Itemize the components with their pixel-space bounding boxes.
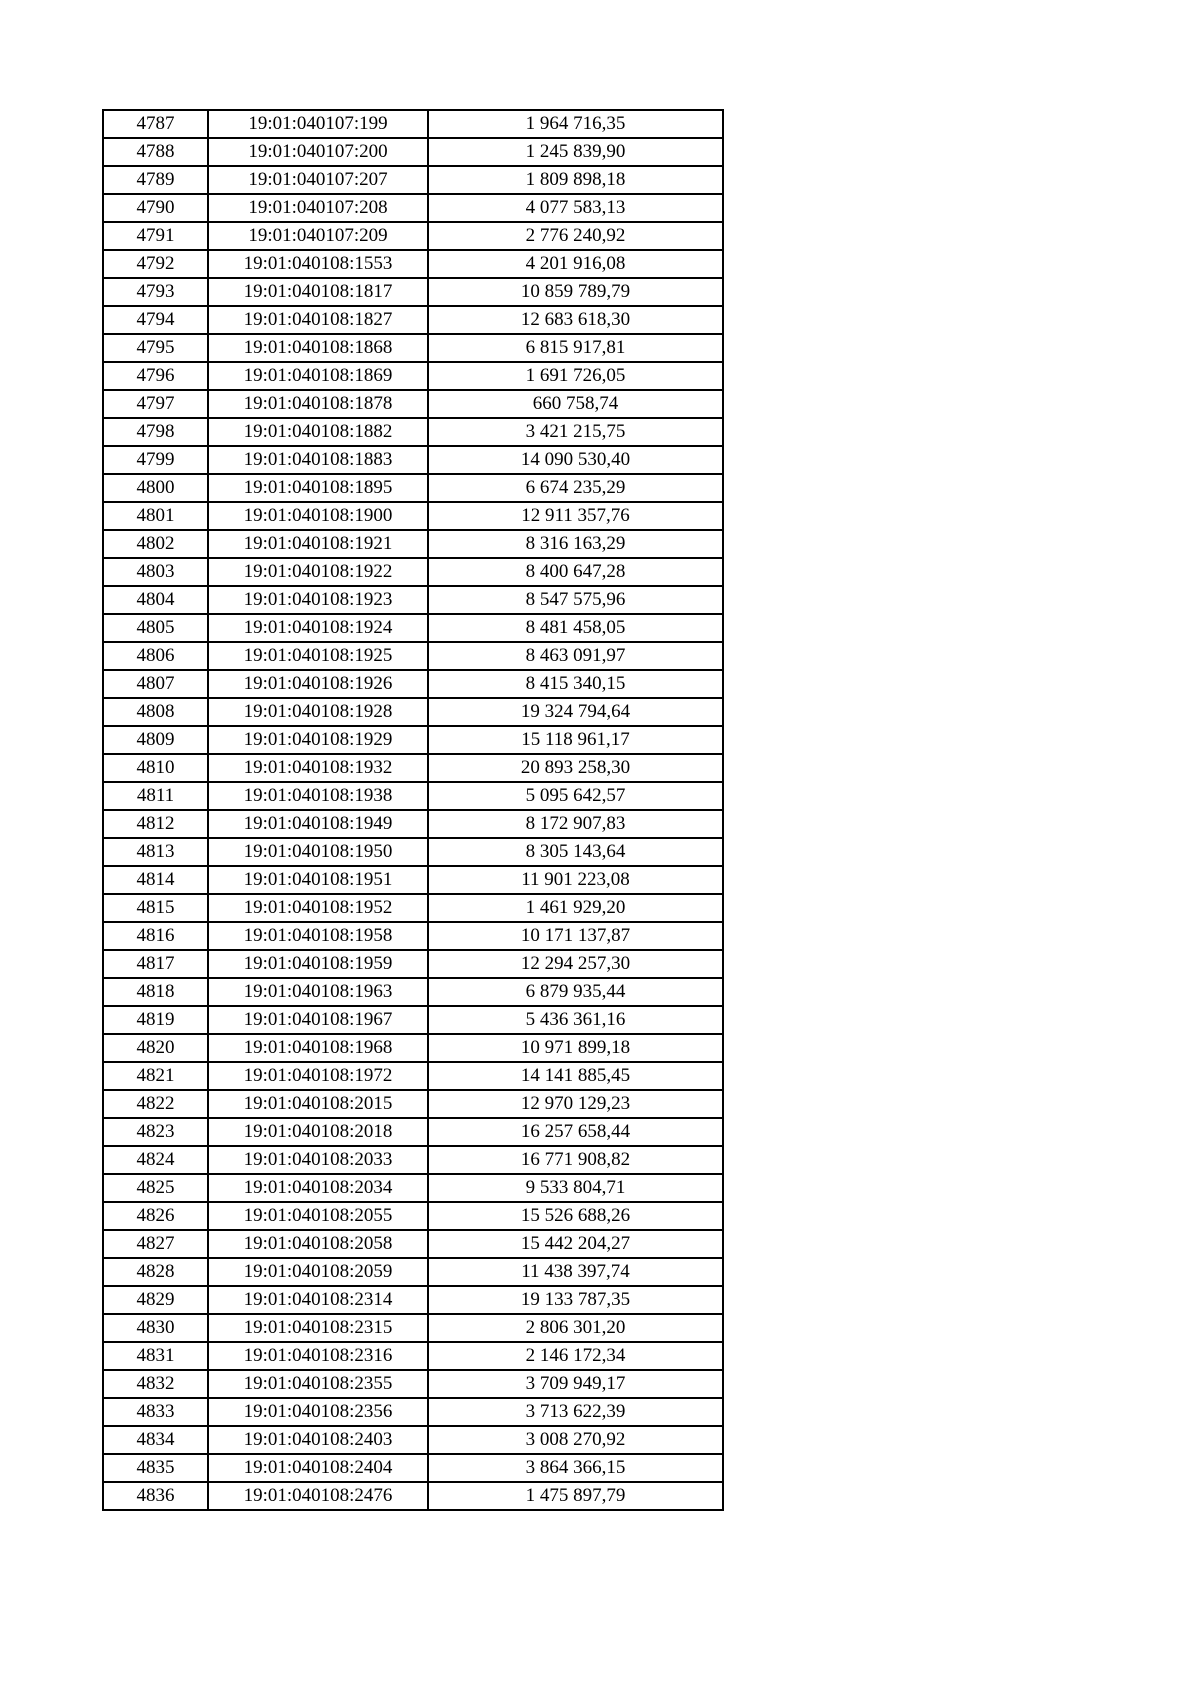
row-number-cell: 4827 <box>103 1230 208 1258</box>
cadastral-number-cell: 19:01:040108:1963 <box>208 978 428 1006</box>
table-row <box>103 1426 723 1454</box>
row-number-cell: 4822 <box>103 1090 208 1118</box>
cadastral-value-cell: 15 442 204,27 <box>428 1230 723 1258</box>
cadastral-number-cell: 19:01:040108:2033 <box>208 1146 428 1174</box>
row-number-cell: 4829 <box>103 1286 208 1314</box>
cadastral-number-cell: 19:01:040108:1882 <box>208 418 428 446</box>
row-number-cell: 4793 <box>103 278 208 306</box>
table-row <box>103 614 723 642</box>
table-row <box>103 1062 723 1090</box>
cadastral-number-cell: 19:01:040108:1932 <box>208 754 428 782</box>
table-row <box>103 558 723 586</box>
row-number-cell: 4831 <box>103 1342 208 1370</box>
table-row <box>103 278 723 306</box>
cadastral-value-cell: 3 864 366,15 <box>428 1454 723 1482</box>
cadastral-value-cell: 15 118 961,17 <box>428 726 723 754</box>
table-row <box>103 838 723 866</box>
row-number-cell: 4798 <box>103 418 208 446</box>
cadastral-value-cell: 16 257 658,44 <box>428 1118 723 1146</box>
table-row <box>103 474 723 502</box>
cadastral-number-cell: 19:01:040108:1958 <box>208 922 428 950</box>
row-number-cell: 4805 <box>103 614 208 642</box>
cadastral-number-cell: 19:01:040108:2403 <box>208 1426 428 1454</box>
cadastral-value-cell: 1 691 726,05 <box>428 362 723 390</box>
table-row <box>103 1202 723 1230</box>
table-row <box>103 810 723 838</box>
table-row <box>103 922 723 950</box>
row-number-cell: 4794 <box>103 306 208 334</box>
cadastral-value-cell: 8 316 163,29 <box>428 530 723 558</box>
table-row <box>103 390 723 418</box>
table-row <box>103 138 723 166</box>
row-number-cell: 4790 <box>103 194 208 222</box>
cadastral-value-cell: 14 141 885,45 <box>428 1062 723 1090</box>
cadastral-number-cell: 19:01:040108:1926 <box>208 670 428 698</box>
cadastral-number-cell: 19:01:040108:2059 <box>208 1258 428 1286</box>
cadastral-value-cell: 16 771 908,82 <box>428 1146 723 1174</box>
cadastral-number-cell: 19:01:040108:1949 <box>208 810 428 838</box>
cadastral-value-cell: 1 461 929,20 <box>428 894 723 922</box>
cadastral-number-cell: 19:01:040108:2015 <box>208 1090 428 1118</box>
row-number-cell: 4819 <box>103 1006 208 1034</box>
cadastral-value-cell: 660 758,74 <box>428 390 723 418</box>
cadastral-number-cell: 19:01:040108:2034 <box>208 1174 428 1202</box>
cadastral-value-cell: 4 077 583,13 <box>428 194 723 222</box>
cadastral-number-cell: 19:01:040108:1923 <box>208 586 428 614</box>
cadastral-value-cell: 8 305 143,64 <box>428 838 723 866</box>
cadastral-number-cell: 19:01:040108:1924 <box>208 614 428 642</box>
row-number-cell: 4799 <box>103 446 208 474</box>
cadastral-number-cell: 19:01:040108:1883 <box>208 446 428 474</box>
table-row <box>103 1230 723 1258</box>
table-row <box>103 1006 723 1034</box>
cadastral-number-cell: 19:01:040108:2018 <box>208 1118 428 1146</box>
row-number-cell: 4812 <box>103 810 208 838</box>
table-row <box>103 586 723 614</box>
cadastral-number-cell: 19:01:040108:2058 <box>208 1230 428 1258</box>
table-row <box>103 502 723 530</box>
table-row <box>103 110 723 138</box>
cadastral-value-cell: 2 806 301,20 <box>428 1314 723 1342</box>
row-number-cell: 4820 <box>103 1034 208 1062</box>
cadastral-value-cell: 2 776 240,92 <box>428 222 723 250</box>
cadastral-value-cell: 11 901 223,08 <box>428 866 723 894</box>
cadastral-number-cell: 19:01:040108:2055 <box>208 1202 428 1230</box>
row-number-cell: 4823 <box>103 1118 208 1146</box>
row-number-cell: 4797 <box>103 390 208 418</box>
cadastral-value-cell: 1 809 898,18 <box>428 166 723 194</box>
cadastral-value-cell: 12 970 129,23 <box>428 1090 723 1118</box>
cadastral-number-cell: 19:01:040108:1921 <box>208 530 428 558</box>
cadastral-value-cell: 10 859 789,79 <box>428 278 723 306</box>
cadastral-number-cell: 19:01:040108:1869 <box>208 362 428 390</box>
row-number-cell: 4830 <box>103 1314 208 1342</box>
row-number-cell: 4835 <box>103 1454 208 1482</box>
row-number-cell: 4814 <box>103 866 208 894</box>
row-number-cell: 4813 <box>103 838 208 866</box>
cadastral-number-cell: 19:01:040107:209 <box>208 222 428 250</box>
row-number-cell: 4826 <box>103 1202 208 1230</box>
cadastral-value-cell: 5 436 361,16 <box>428 1006 723 1034</box>
table-row <box>103 726 723 754</box>
cadastral-number-cell: 19:01:040108:1929 <box>208 726 428 754</box>
cadastral-number-cell: 19:01:040108:1925 <box>208 642 428 670</box>
row-number-cell: 4806 <box>103 642 208 670</box>
table-row <box>103 1146 723 1174</box>
cadastral-value-cell: 4 201 916,08 <box>428 250 723 278</box>
cadastral-number-cell: 19:01:040108:2355 <box>208 1370 428 1398</box>
row-number-cell: 4808 <box>103 698 208 726</box>
cadastral-value-cell: 6 879 935,44 <box>428 978 723 1006</box>
table-row <box>103 1342 723 1370</box>
cadastral-number-cell: 19:01:040108:2476 <box>208 1482 428 1510</box>
cadastral-value-cell: 2 146 172,34 <box>428 1342 723 1370</box>
cadastral-value-cell: 8 400 647,28 <box>428 558 723 586</box>
cadastral-value-cell: 6 815 917,81 <box>428 334 723 362</box>
cadastral-number-cell: 19:01:040108:1922 <box>208 558 428 586</box>
table-row <box>103 642 723 670</box>
table-row <box>103 530 723 558</box>
cadastral-value-cell: 10 971 899,18 <box>428 1034 723 1062</box>
table-row <box>103 1034 723 1062</box>
cadastral-value-cell: 9 533 804,71 <box>428 1174 723 1202</box>
cadastral-number-cell: 19:01:040108:1900 <box>208 502 428 530</box>
table-row <box>103 1118 723 1146</box>
cadastral-number-cell: 19:01:040108:2404 <box>208 1454 428 1482</box>
row-number-cell: 4787 <box>103 110 208 138</box>
row-number-cell: 4792 <box>103 250 208 278</box>
table-row <box>103 1370 723 1398</box>
cadastral-number-cell: 19:01:040108:1951 <box>208 866 428 894</box>
cadastral-value-cell: 10 171 137,87 <box>428 922 723 950</box>
row-number-cell: 4809 <box>103 726 208 754</box>
cadastral-value-cell: 1 964 716,35 <box>428 110 723 138</box>
cadastral-number-cell: 19:01:040108:1938 <box>208 782 428 810</box>
row-number-cell: 4817 <box>103 950 208 978</box>
row-number-cell: 4810 <box>103 754 208 782</box>
cadastral-value-cell: 8 172 907,83 <box>428 810 723 838</box>
cadastral-value-cell: 8 481 458,05 <box>428 614 723 642</box>
cadastral-value-cell: 3 713 622,39 <box>428 1398 723 1426</box>
row-number-cell: 4833 <box>103 1398 208 1426</box>
cadastral-number-cell: 19:01:040108:1967 <box>208 1006 428 1034</box>
table-row <box>103 894 723 922</box>
cadastral-value-cell: 12 683 618,30 <box>428 306 723 334</box>
table-row <box>103 194 723 222</box>
row-number-cell: 4815 <box>103 894 208 922</box>
cadastral-value-cell: 3 008 270,92 <box>428 1426 723 1454</box>
cadastral-value-cell: 1 245 839,90 <box>428 138 723 166</box>
cadastral-number-cell: 19:01:040108:1868 <box>208 334 428 362</box>
table-row <box>103 418 723 446</box>
cadastral-number-cell: 19:01:040108:1950 <box>208 838 428 866</box>
table-row <box>103 446 723 474</box>
cadastral-value-cell: 8 547 575,96 <box>428 586 723 614</box>
row-number-cell: 4818 <box>103 978 208 1006</box>
table-row <box>103 334 723 362</box>
row-number-cell: 4825 <box>103 1174 208 1202</box>
table-row <box>103 782 723 810</box>
row-number-cell: 4795 <box>103 334 208 362</box>
cadastral-number-cell: 19:01:040107:208 <box>208 194 428 222</box>
row-number-cell: 4816 <box>103 922 208 950</box>
cadastral-number-cell: 19:01:040108:1959 <box>208 950 428 978</box>
cadastral-value-cell: 6 674 235,29 <box>428 474 723 502</box>
row-number-cell: 4824 <box>103 1146 208 1174</box>
table-row <box>103 1482 723 1510</box>
table-row <box>103 1174 723 1202</box>
table-row <box>103 1286 723 1314</box>
row-number-cell: 4789 <box>103 166 208 194</box>
row-number-cell: 4821 <box>103 1062 208 1090</box>
table-row <box>103 670 723 698</box>
cadastral-value-cell: 3 421 215,75 <box>428 418 723 446</box>
cadastral-value-cell: 8 415 340,15 <box>428 670 723 698</box>
cadastral-value-cell: 14 090 530,40 <box>428 446 723 474</box>
table-row <box>103 250 723 278</box>
table-row <box>103 1398 723 1426</box>
cadastral-value-cell: 5 095 642,57 <box>428 782 723 810</box>
cadastral-value-table <box>102 109 724 1511</box>
cadastral-number-cell: 19:01:040108:1817 <box>208 278 428 306</box>
row-number-cell: 4832 <box>103 1370 208 1398</box>
cadastral-value-cell: 8 463 091,97 <box>428 642 723 670</box>
row-number-cell: 4801 <box>103 502 208 530</box>
table-row <box>103 166 723 194</box>
cadastral-number-cell: 19:01:040108:1878 <box>208 390 428 418</box>
table-row <box>103 306 723 334</box>
row-number-cell: 4804 <box>103 586 208 614</box>
cadastral-number-cell: 19:01:040108:1972 <box>208 1062 428 1090</box>
cadastral-value-cell: 19 133 787,35 <box>428 1286 723 1314</box>
cadastral-value-cell: 19 324 794,64 <box>428 698 723 726</box>
cadastral-number-cell: 19:01:040108:1968 <box>208 1034 428 1062</box>
row-number-cell: 4796 <box>103 362 208 390</box>
table-row <box>103 1454 723 1482</box>
row-number-cell: 4803 <box>103 558 208 586</box>
table-body <box>103 110 723 1510</box>
table-row <box>103 1314 723 1342</box>
row-number-cell: 4836 <box>103 1482 208 1510</box>
cadastral-value-cell: 11 438 397,74 <box>428 1258 723 1286</box>
row-number-cell: 4791 <box>103 222 208 250</box>
cadastral-number-cell: 19:01:040107:199 <box>208 110 428 138</box>
row-number-cell: 4788 <box>103 138 208 166</box>
cadastral-value-cell: 1 475 897,79 <box>428 1482 723 1510</box>
table-row <box>103 978 723 1006</box>
table-row <box>103 866 723 894</box>
cadastral-value-cell: 15 526 688,26 <box>428 1202 723 1230</box>
table-row <box>103 1258 723 1286</box>
cadastral-number-cell: 19:01:040108:1553 <box>208 250 428 278</box>
row-number-cell: 4834 <box>103 1426 208 1454</box>
cadastral-number-cell: 19:01:040107:200 <box>208 138 428 166</box>
table-row <box>103 698 723 726</box>
cadastral-value-cell: 3 709 949,17 <box>428 1370 723 1398</box>
row-number-cell: 4828 <box>103 1258 208 1286</box>
row-number-cell: 4807 <box>103 670 208 698</box>
cadastral-number-cell: 19:01:040108:2356 <box>208 1398 428 1426</box>
cadastral-value-cell: 12 294 257,30 <box>428 950 723 978</box>
cadastral-number-cell: 19:01:040107:207 <box>208 166 428 194</box>
cadastral-number-cell: 19:01:040108:2314 <box>208 1286 428 1314</box>
row-number-cell: 4811 <box>103 782 208 810</box>
table-row <box>103 1090 723 1118</box>
cadastral-number-cell: 19:01:040108:2316 <box>208 1342 428 1370</box>
cadastral-value-cell: 12 911 357,76 <box>428 502 723 530</box>
cadastral-number-cell: 19:01:040108:1952 <box>208 894 428 922</box>
cadastral-number-cell: 19:01:040108:2315 <box>208 1314 428 1342</box>
table-row <box>103 362 723 390</box>
cadastral-number-cell: 19:01:040108:1827 <box>208 306 428 334</box>
cadastral-number-cell: 19:01:040108:1895 <box>208 474 428 502</box>
cadastral-value-cell: 20 893 258,30 <box>428 754 723 782</box>
table-row <box>103 222 723 250</box>
row-number-cell: 4800 <box>103 474 208 502</box>
cadastral-number-cell: 19:01:040108:1928 <box>208 698 428 726</box>
row-number-cell: 4802 <box>103 530 208 558</box>
table-row <box>103 754 723 782</box>
table-row <box>103 950 723 978</box>
